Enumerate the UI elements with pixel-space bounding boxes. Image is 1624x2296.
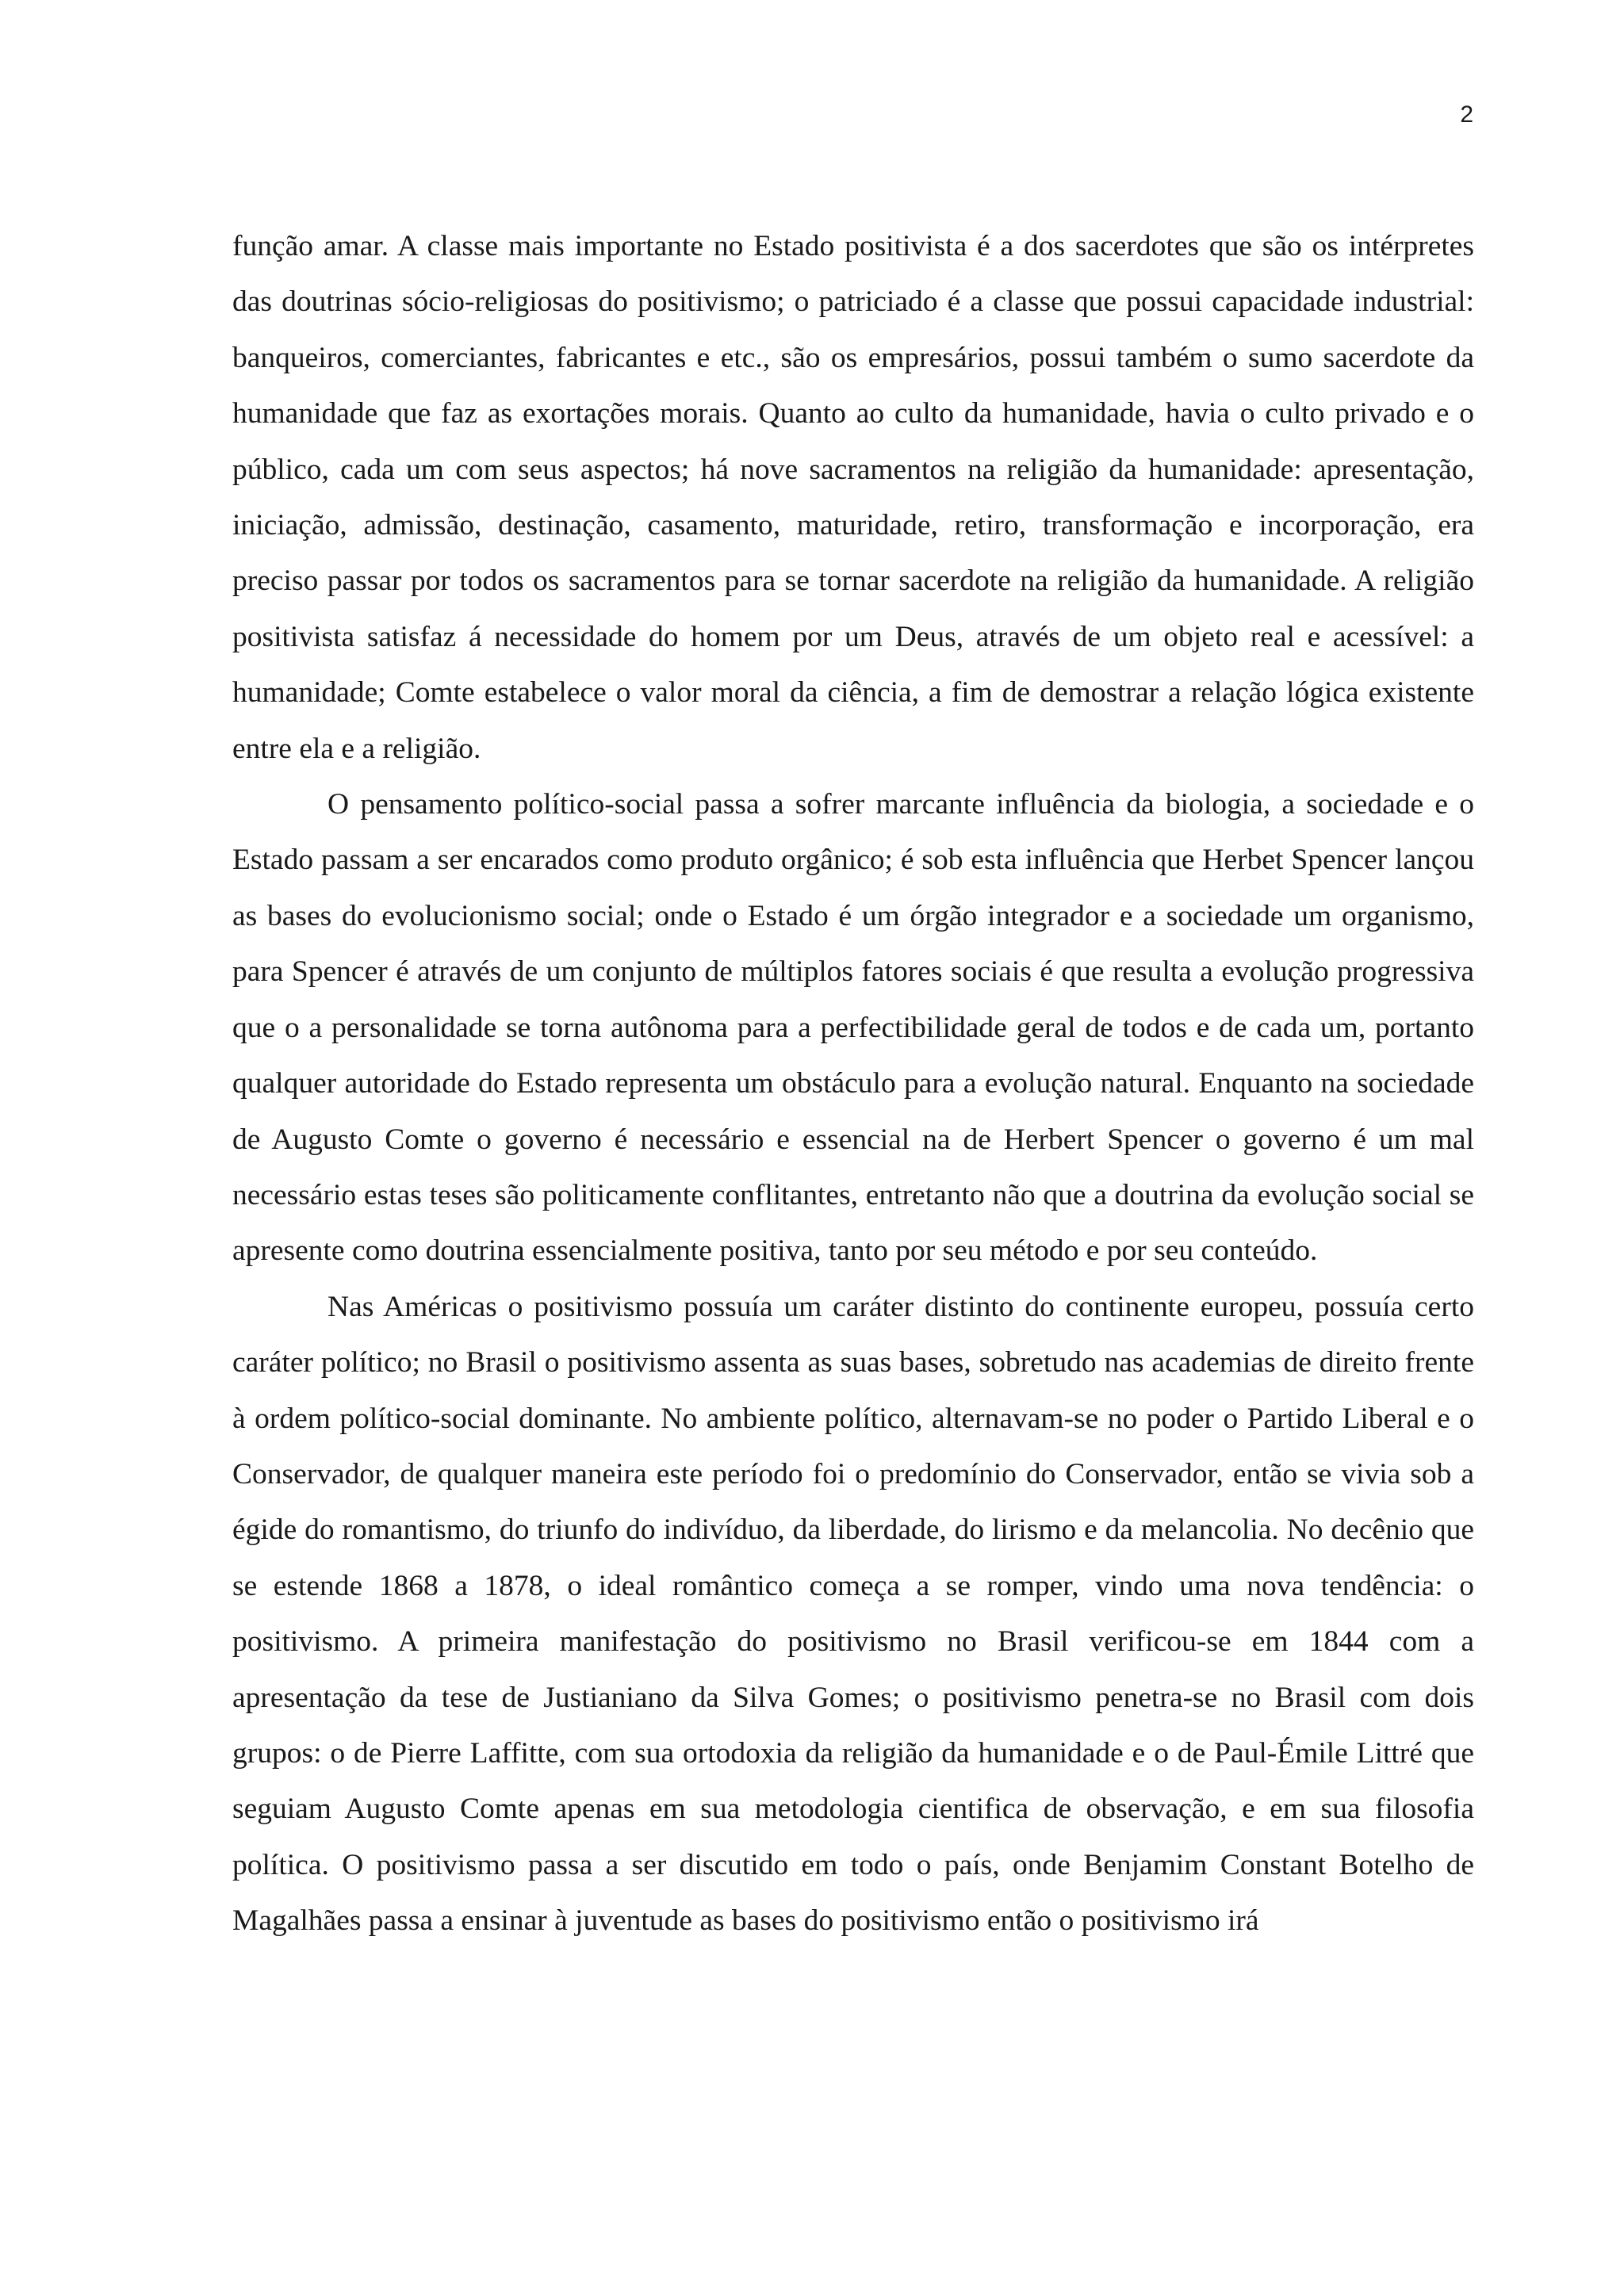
paragraph-3: Nas Américas o positivismo possuía um caráter distinto do continente europeu, possuía certo caráter político; no Brasil o positivismo assenta as suas bases, sobretudo nas academias de direito frente à ordem político-social dominante. No ambiente político, alternavam-se no poder o Partido Liberal e o Conservador, de qualquer maneira este período foi o predomínio do Conservador, então se vivia sob a égide do romantismo, do triunfo do indivíduo, da liberdade, do lirismo e da melancolia. No decênio que se estende 1868 a 1878, o ideal romântico começa a se romper, vindo uma nova tendência: o positivismo. A primeira manifestação do positivismo no Brasil verificou-se em 1844 com a apresentação da tese de Justianiano da Silva Gomes; o positivismo penetra-se no Brasil com dois grupos: o de Pierre Laffitte, com sua ortodoxia da religião da humanidade e o de Paul-Émile Littré que seguiam Augusto Comte apenas em sua metodologia cientifica de observação, e em sua filosofia política. O positivismo passa a ser discutido em todo o país, onde Benjamim Constant Botelho de Magalhães passa a ensinar à juventude as bases do positivismo então o positivismo irá	[232, 1290, 1474, 1938]
document-body	[232, 219, 1474, 1950]
paragraph-2: O pensamento político-social passa a sofrer marcante influência da biologia, a sociedade e o Estado passam a ser encarados como produto orgânico; é sob esta influência que Herbet Spencer lançou as bases do evolucionismo social; onde o Estado é um órgão integrador e a sociedade um organismo, para Spencer é através de um conjunto de múltiplos fatores sociais é que resulta a evolução progressiva que o a personalidade se torna autônoma para a perfectibilidade geral de todos e de cada um, portanto qualquer autoridade do Estado representa um obstáculo para a evolução natural. Enquanto na sociedade de Augusto Comte o governo é necessário e essencial na de Herbert Spencer o governo é um mal necessário estas teses são politicamente conflitantes, entretanto não que a doutrina da evolução social se apresente como doutrina essencialmente positiva, tanto por seu método e por seu conteúdo.	[232, 788, 1474, 1268]
paragraph-1: função amar. A classe mais importante no Estado positivista é a dos sacerdotes que são os intérpretes das doutrinas sócio-religiosas do positivismo; o patriciado é a classe que possui capacidade industrial: banqueiros, comerciantes, fabricantes e etc., são os empresários, possui também o sumo sacerdote da humanidade que faz as exortações morais. Quanto ao culto da humanidade, havia o culto privado e o público, cada um com seus aspectos; há nove sacramentos na religião da humanidade: apresentação, iniciação, admissão, destinação, casamento, maturidade, retiro, transformação e incorporação, era preciso passar por todos os sacramentos para se tornar sacerdote na religião da humanidade. A religião positivista satisfaz á necessidade do homem por um Deus, através de um objeto real e acessível: a humanidade; Comte estabelece o valor moral da ciência, a fim de demostrar a relação lógica existente entre ela e a religião.	[232, 230, 1474, 765]
page-number: 2	[1460, 101, 1473, 128]
